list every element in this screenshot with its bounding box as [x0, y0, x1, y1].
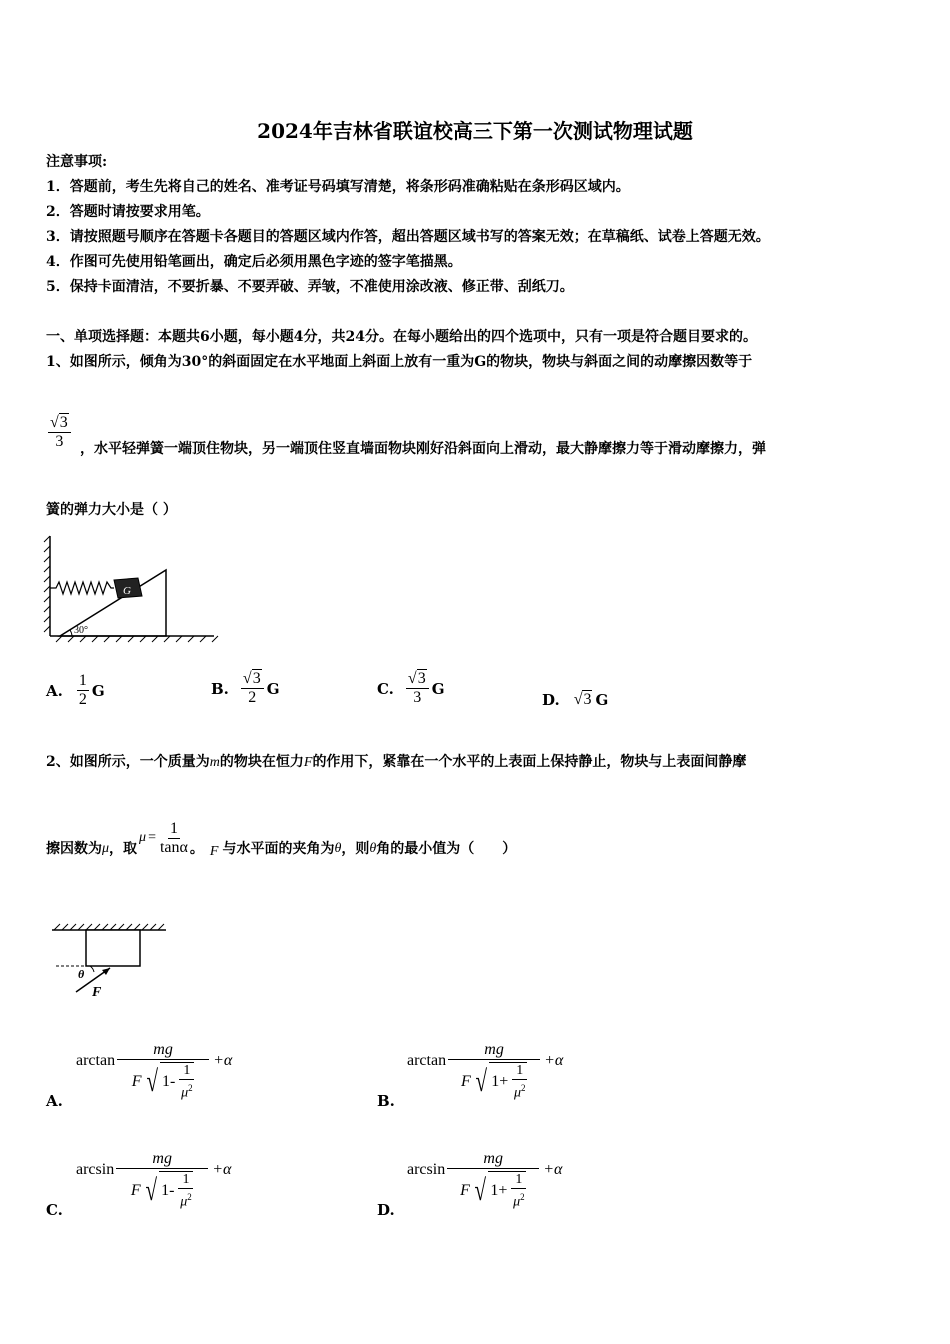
- q2-option-d-den-pre: F: [460, 1181, 470, 1199]
- q1-figure-block-label: G: [123, 585, 131, 597]
- note-item-5: 5．保持卡面清洁，不要折暴、不要弄破、弄皱，不准使用涂改液、修正带、刮纸刀。: [46, 279, 574, 295]
- q2-option-d-label: D.: [377, 1201, 395, 1219]
- q2-option-b-tail: +α: [544, 1051, 564, 1069]
- q2-line1-c: 的作用下，紧靠在一个水平的上表面上保持静止，物块与上表面间静摩: [312, 754, 747, 770]
- q2-line2-a: 擦因数为: [46, 841, 102, 857]
- q2-F-symbol: F: [303, 755, 313, 770]
- q2-option-a-den-pre: F: [131, 1072, 142, 1090]
- q2-option-b-inner-den: μ: [513, 1085, 521, 1101]
- q1-option-d[interactable]: D. √3 G: [542, 691, 609, 709]
- q2-option-d-inner-num: 1: [511, 1172, 526, 1189]
- q2-frac-den: tanα: [159, 838, 188, 856]
- q2-option-b-label: B.: [377, 1092, 395, 1110]
- q2-option-a-num: mg: [117, 1041, 209, 1060]
- q2-option-c-tail: +α: [212, 1160, 232, 1178]
- q1-option-b-den: 2: [248, 689, 257, 706]
- q1-option-b[interactable]: B. $\frac{√3}{2}$ G: [211, 670, 280, 706]
- q2-option-a-fn: arctan: [76, 1051, 116, 1069]
- q2-frac-num: 1: [169, 819, 178, 837]
- q2-option-d-fn: arcsin: [407, 1160, 446, 1178]
- q2-figure-F: F: [92, 985, 102, 1000]
- q2-option-b-inner-exp: 2: [520, 1082, 526, 1093]
- q2-option-c-label: C.: [46, 1201, 63, 1219]
- q1-figure-angle-label: 30°: [74, 625, 88, 636]
- q2-figure: [50, 920, 172, 1000]
- q2-option-c-inner-num: 1: [178, 1172, 193, 1189]
- q2-option-b-inner-1: 1+: [491, 1073, 509, 1090]
- q2-option-c-num: mg: [116, 1150, 208, 1169]
- q2-option-d-inner-1: 1+: [490, 1182, 508, 1199]
- q2-option-a-tail: +α: [213, 1051, 233, 1069]
- note-item-2: 2．答题时请按要求用笔。: [46, 204, 210, 220]
- q2-m-symbol: m: [209, 755, 220, 770]
- q2-option-d-inner-exp: 2: [520, 1191, 525, 1202]
- q1-option-c-unit: G: [431, 679, 445, 698]
- q2-theta-symbol-2: θ: [369, 841, 377, 856]
- q2-option-c-den-pre: F: [130, 1181, 141, 1199]
- q2-option-d-inner-den: μ: [513, 1194, 521, 1210]
- q2-stem-line1: [46, 752, 746, 773]
- q2-option-b[interactable]: B. arctan mg F √ 1+ $\frac{1}{\mu^2}$ +α: [377, 1040, 564, 1110]
- q1-option-a-label: A.: [46, 681, 63, 700]
- q1-option-a-num: 1: [78, 672, 87, 689]
- q2-option-c-fn: arcsin: [76, 1160, 115, 1178]
- q2-line1-b: 的物块在恒力: [219, 754, 304, 770]
- q2-option-a-inner-num: 1: [179, 1063, 194, 1080]
- q2-option-a-inner-exp: 2: [188, 1082, 193, 1093]
- q2-mu-symbol-eq: μ: [139, 830, 147, 845]
- q2-option-b-den-pre: F: [460, 1072, 471, 1090]
- q1-option-d-unit: G: [595, 691, 609, 709]
- q1-figure: [42, 532, 220, 644]
- q2-option-c-inner-exp: 2: [187, 1191, 192, 1202]
- q2-line2-d: 与水平面的夹角为: [222, 841, 335, 857]
- note-item-4: 4．作图可先使用铅笔画出，确定后必须用黑色字迹的签字笔描黑。: [46, 254, 462, 270]
- q1-stem-line1: 1、如图所示，倾角为30°的斜面固定在水平地面上斜面上放有一重为G的物块，物块与斜面之间的动摩擦因数等于: [46, 354, 753, 370]
- q1-option-a-den: 2: [78, 691, 87, 708]
- q1-stem-line2: ，水平轻弹簧一端顶住物块，另一端顶住竖直墙面物块刚好沿斜面向上滑动，最大静摩擦力等于滑动摩擦力，弹: [80, 441, 766, 457]
- q2-option-b-fn: arctan: [407, 1051, 447, 1069]
- q1-option-b-label: B.: [211, 679, 229, 698]
- q2-option-a-label: A.: [46, 1092, 63, 1110]
- note-item-1: 1．答题前，考生先将自己的姓名、准考证号码填写清楚，将条形码准确粘贴在条形码区域内。: [46, 179, 630, 195]
- q2-equals: =: [148, 830, 156, 845]
- q2-option-a-inner-den: μ: [181, 1085, 189, 1101]
- q1-option-b-unit: G: [266, 679, 280, 698]
- q2-option-b-inner-num: 1: [512, 1063, 527, 1080]
- q1-option-d-rad: 3: [583, 691, 592, 708]
- q1-option-c-label: C.: [377, 679, 394, 698]
- q2-line1-a: 2、如图所示，一个质量为: [46, 754, 210, 770]
- q1-option-a[interactable]: [46, 672, 105, 709]
- q2-figure-theta: θ: [78, 967, 85, 981]
- q2-option-b-num: mg: [448, 1041, 540, 1060]
- q2-line2-c: 。: [189, 841, 204, 857]
- q2-option-a-inner-1: 1-: [162, 1073, 176, 1090]
- q1-mu-num: 3: [59, 414, 68, 431]
- note-item-3: 3．请按照题号顺序在答题卡各题目的答题区域内作答，超出答题区域书写的答案无效；在草稿纸、试卷上答题无效。: [46, 229, 770, 245]
- q2-mu-symbol: μ: [102, 841, 110, 856]
- q2-option-c-inner-den: μ: [180, 1194, 188, 1210]
- q2-option-d-num: mg: [447, 1150, 539, 1169]
- q2-line2-b: ，取: [109, 841, 138, 857]
- q1-option-c[interactable]: C. $\frac{√3}{3}$ G: [377, 670, 445, 706]
- page-title: 2024年吉林省联谊校高三下第一次测试物理试题: [257, 119, 693, 143]
- q2-stem-line2: [46, 814, 516, 862]
- q2-option-d[interactable]: D. arcsin mg F √ 1+ $\frac{1}{\mu^2}$ +α: [377, 1149, 563, 1219]
- q1-option-a-unit: G: [91, 681, 105, 700]
- q2-F-symbol-2: F: [209, 844, 219, 859]
- q2-theta-symbol: θ: [334, 841, 342, 856]
- q1-option-c-num: 3: [417, 670, 426, 687]
- q2-line2-f: 角的最小值为（ ）: [376, 841, 517, 857]
- q1-mu-den: 3: [55, 433, 64, 450]
- q2-option-c[interactable]: C. arcsin mg F √ 1- 1 $\mu^2$ +α: [46, 1149, 232, 1219]
- q2-option-d-tail: +α: [543, 1160, 563, 1178]
- q2-option-c-inner-1: 1-: [161, 1182, 175, 1199]
- q1-option-c-den: 3: [413, 689, 422, 706]
- notes-heading: 注意事项:: [46, 154, 108, 170]
- section-heading: 一、单项选择题：本题共6小题，每小题4分，共24分。在每小题给出的四个选项中，只有一项是符合题目要求的。: [46, 329, 757, 345]
- q1-stem-line3: 簧的弹力大小是（ ）: [46, 502, 177, 518]
- q2-option-a[interactable]: A. arctan mg F √ 1- 1 $\mu^2$ +α: [46, 1040, 233, 1110]
- q1-option-b-num: 3: [252, 670, 261, 687]
- q1-mu-fraction: $\frac{√3}{3}$: [48, 414, 71, 451]
- q1-option-d-label: D.: [542, 691, 560, 709]
- q2-line2-e: ，则: [341, 841, 370, 857]
